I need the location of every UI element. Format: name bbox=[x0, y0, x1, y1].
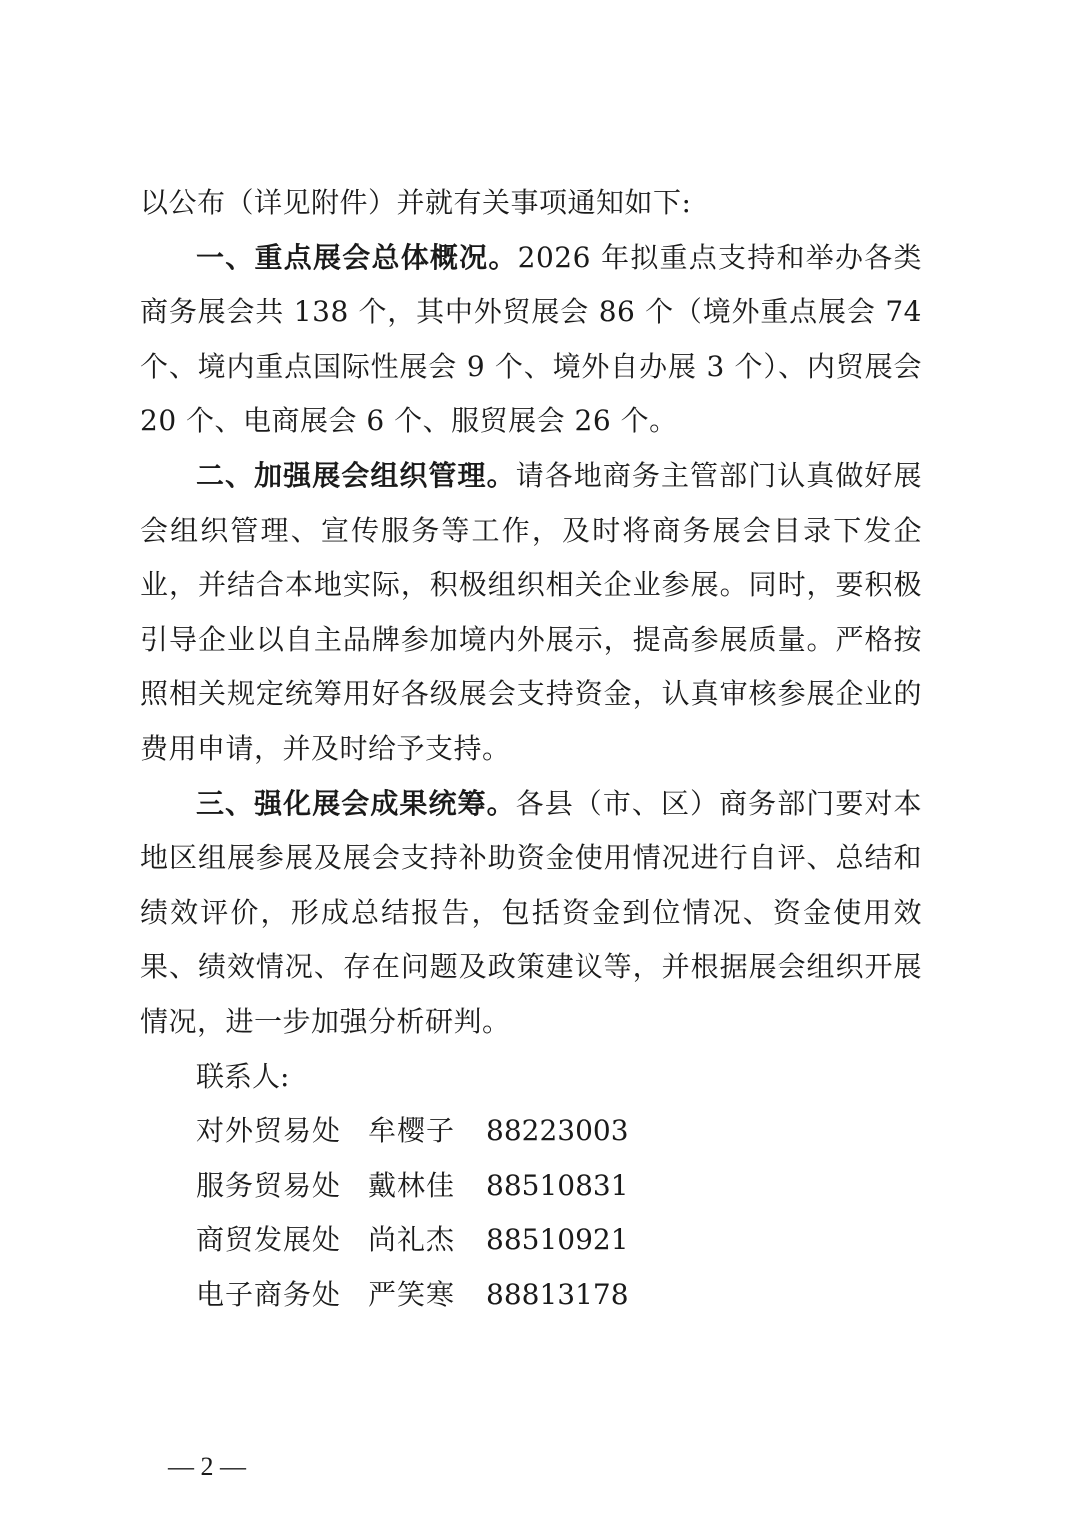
contact-row bbox=[140, 1268, 922, 1323]
section-management bbox=[140, 449, 922, 777]
contact-person: 严笑寒 bbox=[368, 1277, 456, 1311]
contact-department: 对外贸易处 bbox=[196, 1114, 342, 1148]
contact-phone: 88223003 bbox=[486, 1114, 629, 1148]
contact-person: 尚礼杰 bbox=[368, 1223, 456, 1257]
section-overview bbox=[140, 231, 922, 449]
section-heading: 二、加强展会组织管理。 bbox=[196, 458, 516, 492]
section-text: 请各地商务主管部门认真做好展会组织管理、宣传服务等工作，及时将商务展会目录下发企业，并结合本地实际，积极组织相关企业参展。同时，要积极引导企业以自主品牌参加境内外展示，提高参展质量。严格按照相关规定统筹用好各级展会支持资金，认真审核参展企业的费用申请，并及时给予支持。 bbox=[140, 458, 922, 765]
document-body bbox=[140, 176, 922, 1322]
contact-person: 戴林佳 bbox=[368, 1168, 456, 1202]
contact-row bbox=[140, 1159, 922, 1214]
contact-phone: 88510921 bbox=[486, 1223, 629, 1257]
section-coordination bbox=[140, 777, 922, 1050]
contact-row bbox=[140, 1104, 922, 1159]
contact-phone: 88813178 bbox=[486, 1277, 629, 1311]
contact-phone: 88510831 bbox=[486, 1168, 629, 1202]
page-number: — 2 — bbox=[168, 1452, 246, 1481]
contact-row bbox=[140, 1213, 922, 1268]
section-heading: 三、强化展会成果统筹。 bbox=[196, 786, 516, 820]
contact-department: 商贸发展处 bbox=[196, 1223, 342, 1257]
intro-paragraph: 以公布（详见附件）并就有关事项通知如下: bbox=[140, 186, 692, 219]
section-text: 各县（市、区）商务部门要对本地区组展参展及展会支持补助资金使用情况进行自评、总结和绩效评价，形成总结报告，包括资金到位情况、资金使用效果、绩效情况、存在问题及政策建议等，并根据展会组织开展情况，进一步加强分析研判。 bbox=[140, 786, 922, 1038]
section-text: 2026 年拟重点支持和举办各类商务展会共 138 个，其中外贸展会 86 个（境外重点展会 74 个、境内重点国际性展会 9 个、境外自办展 3 个）、内贸展会 20 个、电商展会 6 个、服贸展会 26 个。 bbox=[140, 240, 922, 438]
contact-person: 牟樱子 bbox=[368, 1114, 456, 1148]
contact-department: 电子商务处 bbox=[196, 1277, 342, 1311]
section-heading: 一、重点展会总体概况。 bbox=[196, 240, 518, 274]
contacts-label: 联系人: bbox=[196, 1059, 290, 1093]
contact-department: 服务贸易处 bbox=[196, 1168, 342, 1202]
